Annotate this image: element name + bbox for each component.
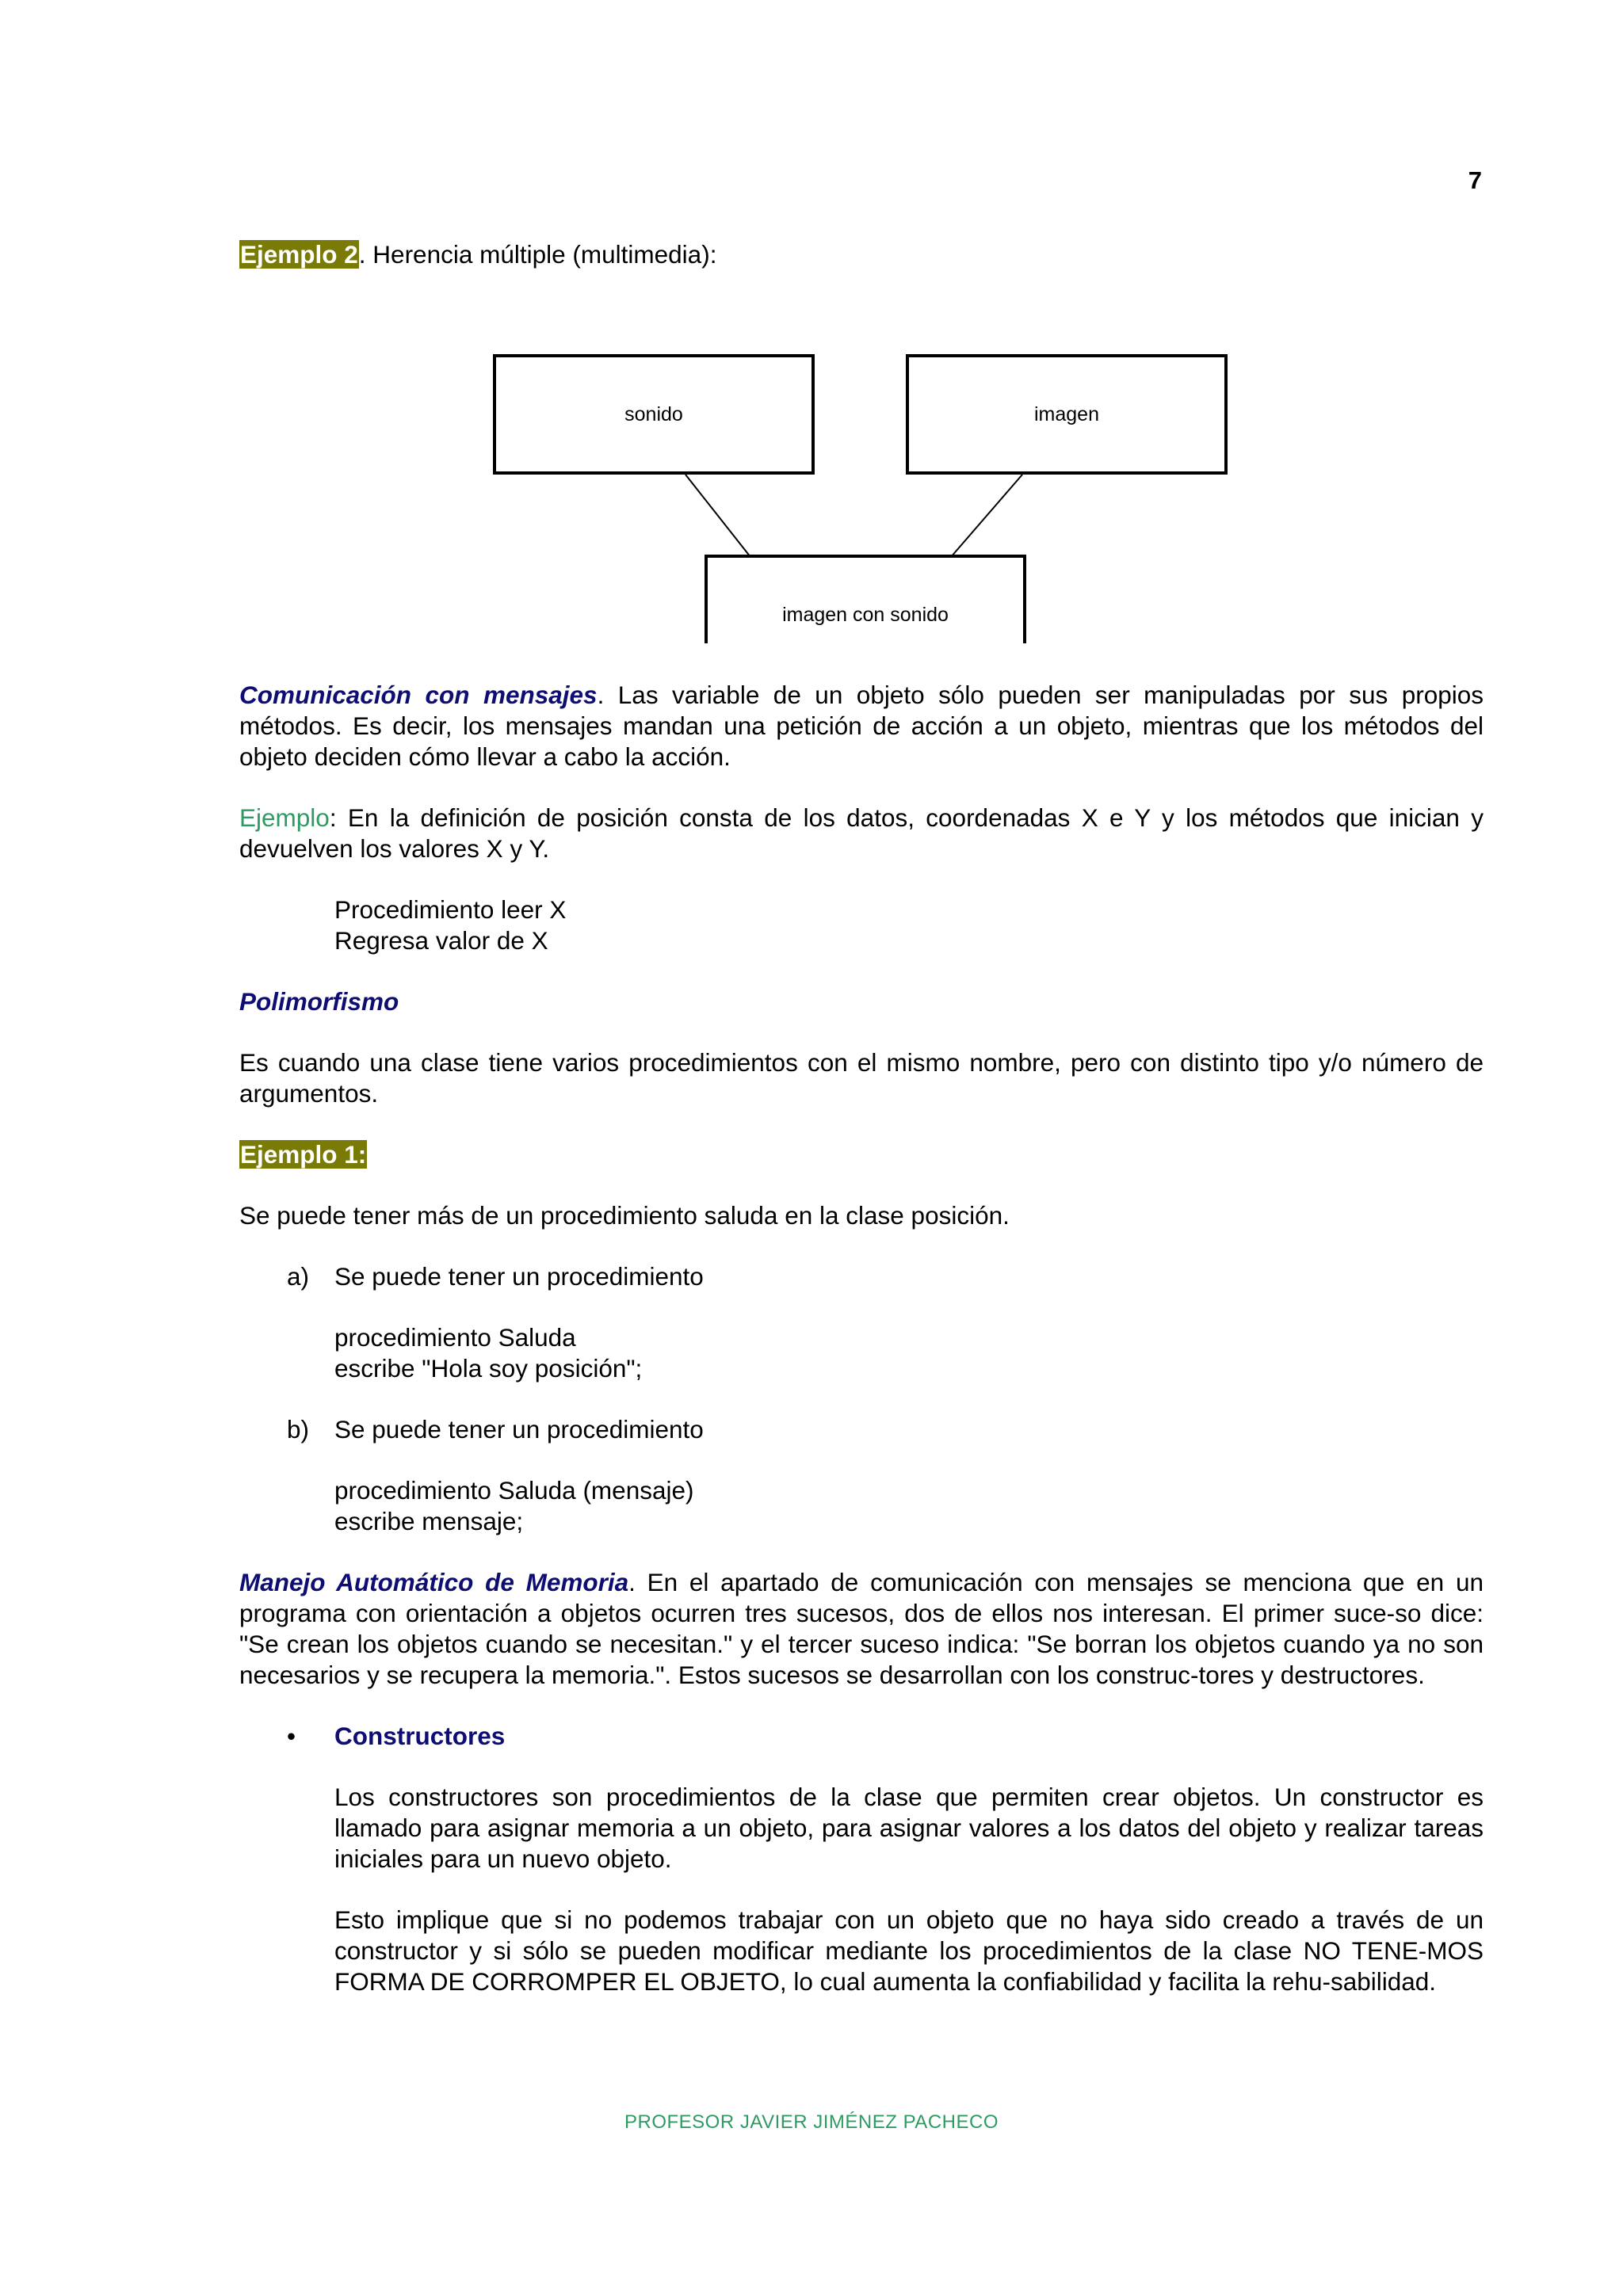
constructores-paragraph-2: Esto implique que si no podemos trabajar con un objeto que no haya sido creado a través de un constructor y si sólo se pueden modificar mediante los procedimientos de la clase NO TENE-MOS FORMA DE CORROMPER EL OBJETO, lo cual aumenta la confiabilidad y facilita la rehu-sabilidad. <box>334 1905 1484 1996</box>
code-block-saluda-mensaje <box>239 1475 1484 1537</box>
ejemplo1-tag: Ejemplo 1: <box>240 1140 367 1169</box>
code-line: escribe mensaje; <box>334 1507 524 1535</box>
box-imagen-con-sonido-label: imagen con sonido <box>782 604 949 626</box>
page-number: 7 <box>1468 166 1482 194</box>
connector-sonido <box>685 475 750 557</box>
box-imagen-label: imagen <box>1034 403 1099 425</box>
code-block-leer-x <box>239 894 1484 956</box>
connector-imagen <box>951 475 1022 557</box>
constructores-bullet-item <box>239 1721 1484 1752</box>
ejemplo-label: Ejemplo <box>239 803 330 832</box>
code-line: procedimiento Saluda (mensaje) <box>334 1476 694 1505</box>
polimorfismo-text: Es cuando una clase tiene varios procedimientos con el mismo nombre, pero con distinto tipo y/o número de argumentos. <box>239 1048 1484 1108</box>
ejemplo1-line <box>239 1139 1484 1170</box>
comunicacion-paragraph <box>239 680 1484 772</box>
comunicacion-text: . Las variable de un objeto sólo pueden ser manipuladas por sus propios métodos. Es decir, los mensajes mandan una petición de acción a un objeto, mientras que los métodos del objeto deciden cómo llevar a cabo la acción. <box>239 681 1484 771</box>
code-line: escribe "Hola soy posición"; <box>334 1354 643 1383</box>
comunicacion-title: Comunicación con mensajes <box>239 681 598 709</box>
ejemplo2-text: . Herencia múltiple (multimedia): <box>358 240 717 269</box>
list-item-b <box>239 1414 1484 1445</box>
ejemplo2-line <box>239 239 1484 270</box>
ejemplo2-tag: Ejemplo 2 <box>240 240 358 269</box>
ejemplo-text: : En la definición de posición consta de los datos, coordenadas X e Y y los métodos que inician y devuelven los valores X y Y. <box>239 803 1484 863</box>
box-sonido-label: sonido <box>624 403 683 425</box>
code-line: Regresa valor de X <box>334 926 548 955</box>
box-imagen-con-sonido <box>706 556 1025 643</box>
constructores-heading: Constructores <box>334 1722 506 1750</box>
list-marker-a: a) <box>287 1262 310 1291</box>
page-footer: PROFESOR JAVIER JIMÉNEZ PACHECO <box>624 2111 999 2133</box>
ejemplo1-text: Se puede tener más de un procedimiento saluda en la clase posición. <box>239 1201 1010 1230</box>
box-imagen <box>907 356 1226 473</box>
list-marker-b: b) <box>287 1415 310 1444</box>
list-item-a <box>239 1261 1484 1292</box>
document-body <box>239 239 1484 1997</box>
inheritance-diagram <box>239 291 1484 643</box>
polimorfismo-heading: Polimorfismo <box>239 987 399 1016</box>
code-line: procedimiento Saluda <box>334 1323 576 1352</box>
code-block-saluda <box>239 1322 1484 1384</box>
box-sonido <box>495 356 813 473</box>
constructores-paragraph-1: Los constructores son procedimientos de la clase que permiten crear objetos. Un constructor es llamado para asignar memoria a un objeto, para asignar valores a los datos del objeto y realizar tareas iniciales para un nuevo objeto. <box>334 1783 1484 1873</box>
bullet-icon: • <box>287 1722 296 1750</box>
memoria-paragraph <box>239 1567 1484 1691</box>
code-line: Procedimiento leer X <box>334 895 567 924</box>
list-item-b-text: Se puede tener un procedimiento <box>334 1415 704 1444</box>
memoria-title: Manejo Automático de Memoria <box>239 1568 629 1596</box>
ejemplo-paragraph <box>239 803 1484 864</box>
list-item-a-text: Se puede tener un procedimiento <box>334 1262 704 1291</box>
inheritance-diagram-svg <box>239 291 1484 643</box>
memoria-text: . En el apartado de comunicación con mensajes se menciona que en un programa con orientación a objetos ocurren tres sucesos, dos de ellos nos interesan. El primer suce-so dice: "Se crean los objetos cuando se necesitan." y el tercer suceso indica: "Se borran los objetos cuando ya no son necesarios y se recupera la memoria.". Estos sucesos se desarrollan con los construc-tores y destructores. <box>239 1568 1484 1689</box>
